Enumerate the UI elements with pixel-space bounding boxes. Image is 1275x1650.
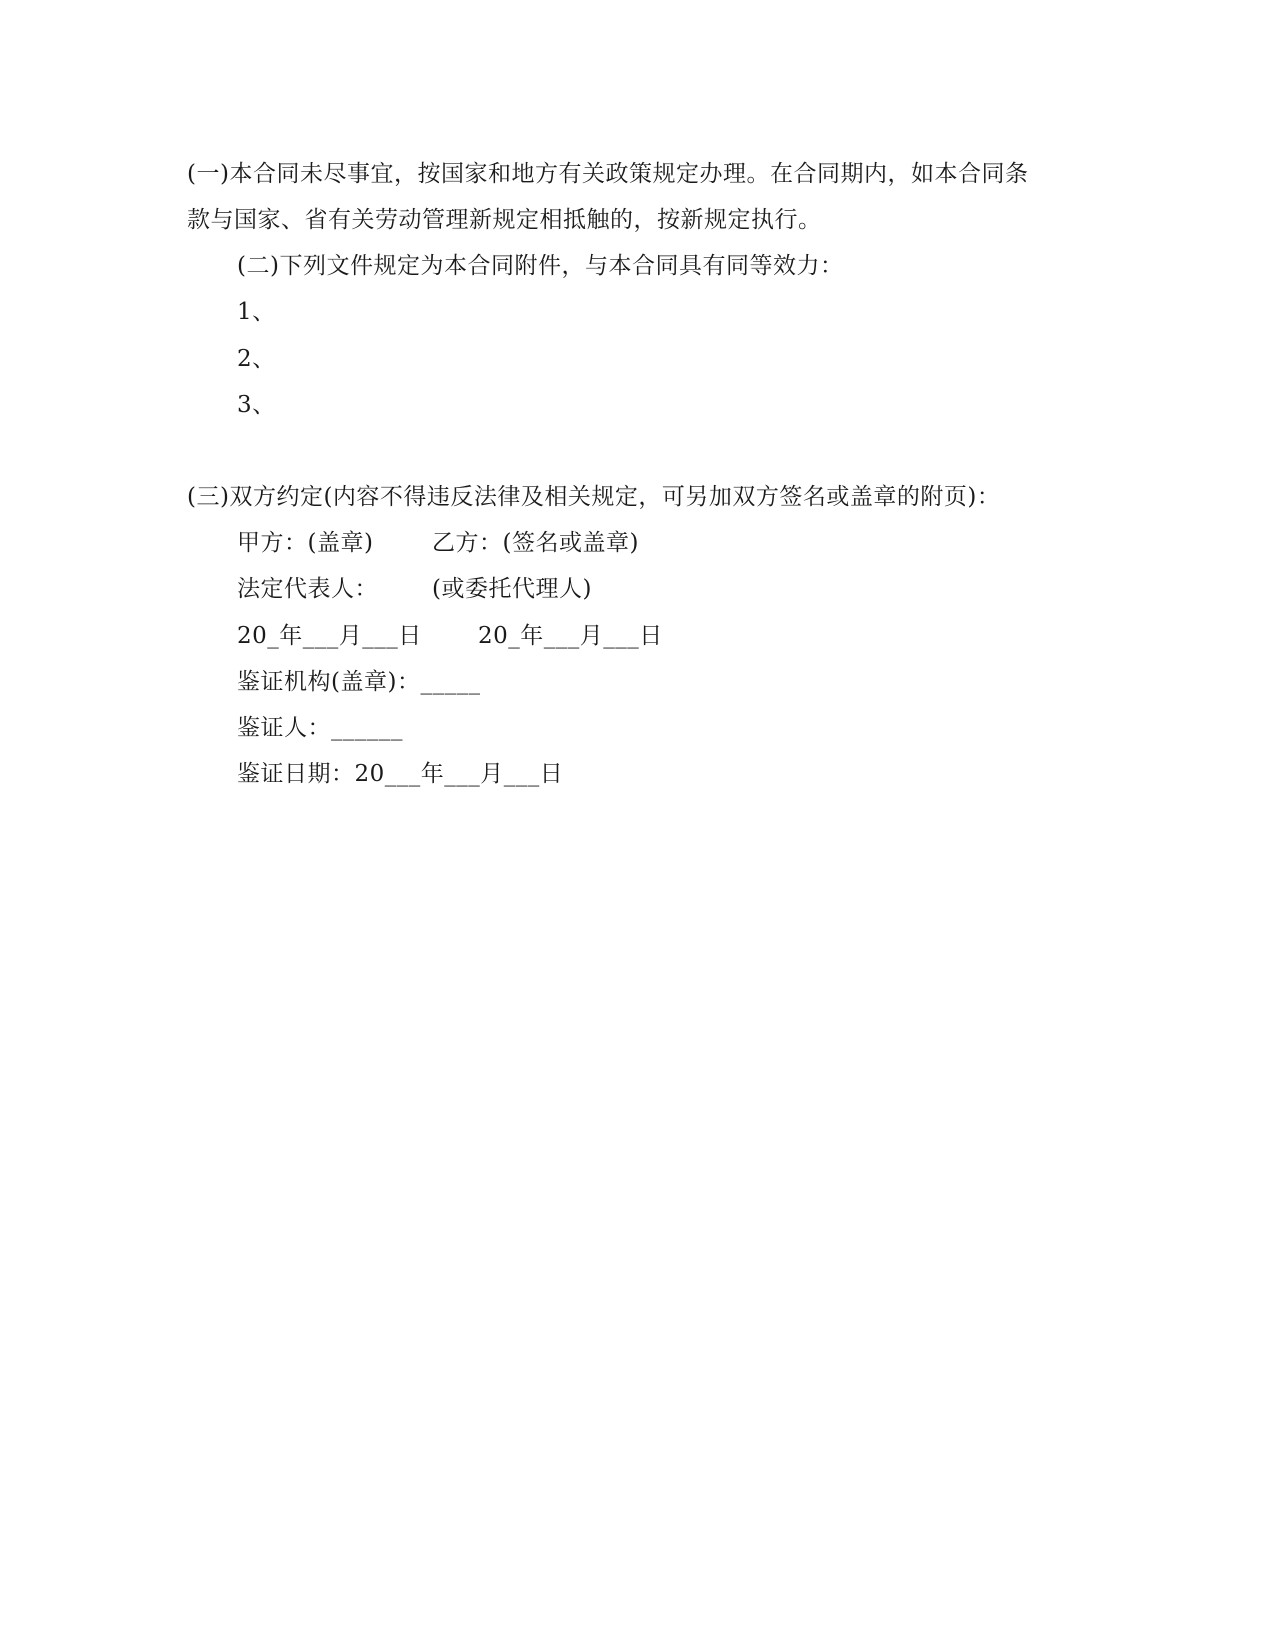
party-a-date: 20_年___月___日 [237,623,422,649]
clause-2-text: (二)下列文件规定为本合同附件，与本合同具有同等效力： [237,253,844,279]
attachment-item-2: 2、 [237,346,276,372]
legal-representative-label: 法定代表人： [237,576,378,602]
clause-3-text: (三)双方约定(内容不得违反法律及相关规定，可另加双方签名或盖章的附页)： [187,484,1001,510]
attachment-item-1: 1、 [237,299,276,325]
clause-1-line-1: (一)本合同未尽事宜，按国家和地方有关政策规定办理。在合同期内，如本合同条 [187,161,1029,187]
party-a-seal-label: 甲方：(盖章) [237,530,374,556]
clause-1-line-2: 款与国家、省有关劳动管理新规定相抵触的，按新规定执行。 [187,207,822,233]
notary-date-line: 鉴证日期：20___年___月___日 [237,761,564,787]
notary-organization-line: 鉴证机构(盖章)：_____ [237,669,481,695]
party-b-date: 20_年___月___日 [478,623,663,649]
notary-person-line: 鉴证人：______ [237,715,403,741]
authorized-agent-label: (或委托代理人) [432,576,592,602]
party-b-sign-label: 乙方：(签名或盖章) [432,530,639,556]
attachment-item-3: 3、 [237,392,276,418]
